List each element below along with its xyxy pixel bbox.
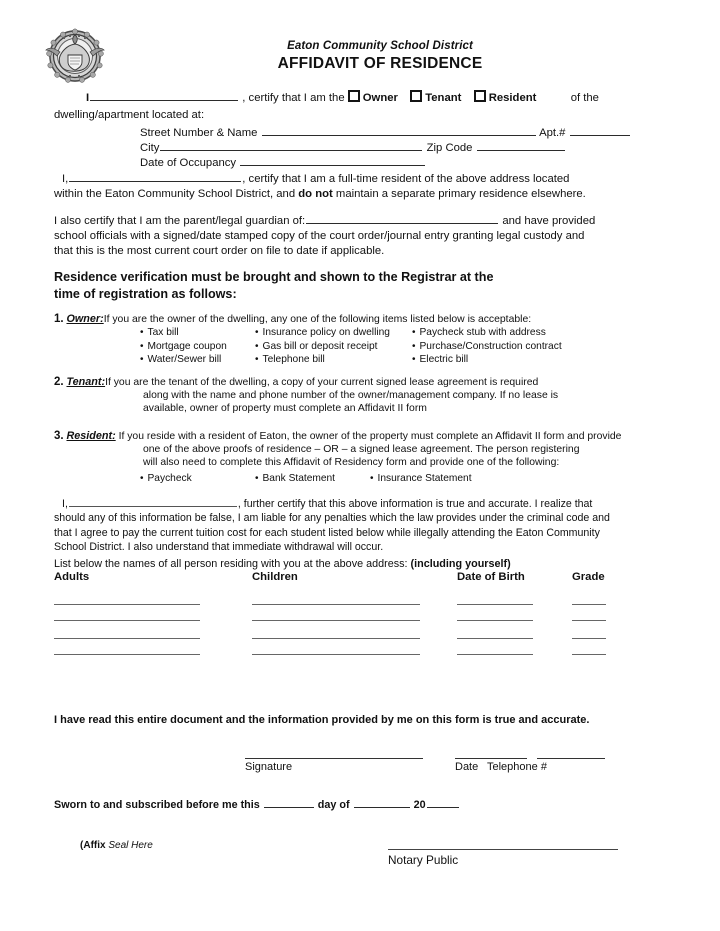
column-header-children: Children xyxy=(252,571,298,583)
city-zip-row xyxy=(140,140,566,154)
list-item: • Insurance Statement xyxy=(370,472,472,486)
item-resident-line-3: will also need to complete this Affidavit of Residency form and provide one of the following: xyxy=(143,457,560,469)
guardian-line1-b: and have provided xyxy=(502,215,596,227)
street-label: Street Number & Name xyxy=(140,127,258,139)
table-row[interactable] xyxy=(572,604,606,605)
further-line3: that I agree to pay the current tuition cost for each student listed below while illegally attending the Eaton Community xyxy=(54,526,600,539)
list-item: • Insurance policy on dwelling xyxy=(255,326,415,340)
dwelling-located-label: dwelling/apartment located at: xyxy=(54,109,205,121)
fulltime-do-not: do not xyxy=(298,188,333,200)
affix-bold: Affix xyxy=(83,840,106,851)
table-row[interactable] xyxy=(252,638,420,639)
guardian-paragraph xyxy=(54,213,654,259)
item-resident-keyword: Resident: xyxy=(66,430,116,442)
item-resident-text: If you reside with a resident of Eaton, the owner of the property must complete an Affidavit II form and provide xyxy=(118,431,622,442)
checkbox-owner-label: Owner xyxy=(362,92,398,104)
table-row[interactable] xyxy=(54,638,200,639)
further-line2: should any of this information be false, I am liable for any penalties which the law provides under the criminal code and xyxy=(54,512,610,525)
apt-label: Apt.# xyxy=(539,127,566,139)
table-row[interactable] xyxy=(572,638,606,639)
guardian-name-blank[interactable] xyxy=(306,213,498,224)
affix-italic: Seal Here xyxy=(108,840,153,851)
list-item: • Water/Sewer bill xyxy=(140,353,260,367)
item-resident-line-2: one of the above proofs of residence – OR – a signed lease agreement. The person registering xyxy=(143,444,580,456)
school-district-seal-icon xyxy=(38,28,112,84)
apt-blank[interactable] xyxy=(570,125,630,136)
names-intro-a: List below the names of all person residing with you at the above address: xyxy=(54,558,411,570)
title-block xyxy=(160,40,600,73)
table-row[interactable] xyxy=(252,604,420,605)
guardian-line1-a: I also certify that I am the parent/legal guardian of: xyxy=(54,215,306,227)
sworn-year-prefix: 20 xyxy=(413,799,426,811)
item-owner-keyword: Owner: xyxy=(66,313,104,325)
table-row[interactable] xyxy=(252,620,420,621)
column-header-date-of-birth: Date of Birth xyxy=(457,571,525,583)
fulltime-name-blank[interactable] xyxy=(69,171,241,182)
district-name: Eaton Community School District xyxy=(287,40,473,52)
name-blank-1[interactable] xyxy=(90,90,238,101)
further-certify-paragraph xyxy=(54,496,679,555)
item-tenant-line-3: available, owner of property must complete an Affidavit II form xyxy=(143,403,427,415)
signature-label: Signature xyxy=(245,761,293,773)
item-tenant-number: 2. xyxy=(54,376,64,388)
city-label: City xyxy=(140,142,160,154)
intro-certify-line xyxy=(86,90,686,104)
checkbox-tenant-label: Tenant xyxy=(425,92,462,104)
item-tenant-text: If you are the tenant of the dwelling, a copy of your current signed lease agreement is required xyxy=(105,377,539,388)
verification-line2: time of registration as follows: xyxy=(54,287,237,301)
occupancy-label: Date of Occupancy xyxy=(140,157,237,169)
intro-certify-text: , certify that I am the xyxy=(242,92,345,104)
table-row[interactable] xyxy=(252,654,420,655)
resident-bullet-1 xyxy=(140,472,192,486)
fulltime-line2-a: within the Eaton Community School District, and xyxy=(54,188,299,200)
fulltime-line1-tail: , certify that I am a full-time resident of the above address located xyxy=(242,173,570,185)
list-item: • Purchase/Construction contract xyxy=(412,340,612,354)
list-item: • Telephone bill xyxy=(255,353,415,367)
list-item: • Paycheck stub with address xyxy=(412,326,612,340)
further-name-blank[interactable] xyxy=(69,496,237,507)
table-row[interactable] xyxy=(54,654,200,655)
sworn-text-a: Sworn to and subscribed before me this xyxy=(54,799,260,811)
table-row[interactable] xyxy=(457,638,533,639)
intro-of-the: of the xyxy=(570,92,599,104)
guardian-line3: that this is the most current court order on file to date if applicable. xyxy=(54,245,385,257)
item-tenant xyxy=(54,376,674,416)
item-owner xyxy=(54,313,674,326)
street-address-row xyxy=(140,125,631,139)
table-row[interactable] xyxy=(54,620,200,621)
table-row[interactable] xyxy=(54,604,200,605)
read-statement: I have read this entire document and the information provided by me on this form is true and accurate. xyxy=(54,714,590,726)
item-owner-number: 1. xyxy=(54,313,64,325)
item-resident xyxy=(54,430,674,470)
sworn-month-blank[interactable] xyxy=(354,797,410,808)
zip-label: Zip Code xyxy=(426,142,473,154)
column-header-adults: Adults xyxy=(54,571,90,583)
guardian-line2: school officials with a signed/date stamped copy of the court order/journal entry granting legal custody and xyxy=(54,230,585,242)
owner-bullet-column-2 xyxy=(255,326,415,367)
owner-bullet-column-3 xyxy=(412,326,612,367)
resident-bullet-2 xyxy=(255,472,335,486)
resident-bullet-3 xyxy=(370,472,472,486)
names-table-intro xyxy=(54,558,511,570)
item-owner-text: If you are the owner of the dwelling, any one of the following items listed below is acceptable: xyxy=(103,314,532,325)
telephone-blank[interactable] xyxy=(537,758,605,759)
list-item: • Paycheck xyxy=(140,472,192,486)
date-label: Date xyxy=(455,761,479,773)
sworn-year-blank[interactable] xyxy=(427,797,459,808)
further-line1-tail: , further certify that this above information is true and accurate. I realize that xyxy=(237,498,593,510)
sworn-statement xyxy=(54,797,460,811)
checkbox-tenant[interactable] xyxy=(410,90,422,102)
list-item: • Electric bill xyxy=(412,353,612,367)
table-row[interactable] xyxy=(572,654,606,655)
occupancy-blank[interactable] xyxy=(240,155,425,166)
item-resident-number: 3. xyxy=(54,430,64,442)
sworn-day-blank[interactable] xyxy=(264,797,314,808)
page-title: AFFIDAVIT OF RESIDENCE xyxy=(277,55,483,72)
names-intro-bold: (including yourself) xyxy=(410,558,511,570)
street-blank[interactable] xyxy=(262,125,536,136)
affix-seal-note xyxy=(80,840,153,851)
list-item: • Tax bill xyxy=(140,326,260,340)
list-item: • Mortgage coupon xyxy=(140,340,260,354)
verification-heading xyxy=(54,269,614,303)
notary-signature-blank[interactable] xyxy=(388,849,618,850)
document-header xyxy=(0,0,720,86)
fulltime-resident-paragraph xyxy=(54,171,654,202)
table-row[interactable] xyxy=(457,604,533,605)
list-item: • Gas bill or deposit receipt xyxy=(255,340,415,354)
fulltime-line2-b: maintain a separate primary residence elsewhere. xyxy=(332,188,586,200)
zip-blank[interactable] xyxy=(477,140,565,151)
checkbox-owner[interactable] xyxy=(348,90,360,102)
intro-i-label: I xyxy=(86,92,90,104)
occupancy-row xyxy=(140,155,426,169)
sworn-day-of: day of xyxy=(317,799,350,811)
owner-bullet-column-1 xyxy=(140,326,260,367)
table-row[interactable] xyxy=(572,620,606,621)
list-item: • Bank Statement xyxy=(255,472,335,486)
verification-line1: Residence verification must be brought and shown to the Registrar at the xyxy=(54,270,494,284)
notary-public-label: Notary Public xyxy=(388,853,459,867)
fulltime-i-label: I, xyxy=(62,173,69,185)
date-blank[interactable] xyxy=(455,758,527,759)
further-line4: School District. I also understand that immediate withdrawal will occur. xyxy=(54,541,384,554)
column-header-grade: Grade xyxy=(572,571,605,583)
table-row[interactable] xyxy=(457,654,533,655)
table-row[interactable] xyxy=(457,620,533,621)
checkbox-resident[interactable] xyxy=(474,90,486,102)
signature-blank[interactable] xyxy=(245,758,423,759)
item-tenant-line-2: along with the name and phone number of the owner/management company. If no lease is xyxy=(143,390,559,402)
checkbox-resident-label: Resident xyxy=(488,92,537,104)
telephone-label: Telephone # xyxy=(487,761,547,773)
city-blank[interactable] xyxy=(160,140,422,151)
further-i-label: I, xyxy=(62,498,68,510)
affix-prefix: ( xyxy=(80,840,84,851)
item-tenant-keyword: Tenant: xyxy=(66,376,106,388)
